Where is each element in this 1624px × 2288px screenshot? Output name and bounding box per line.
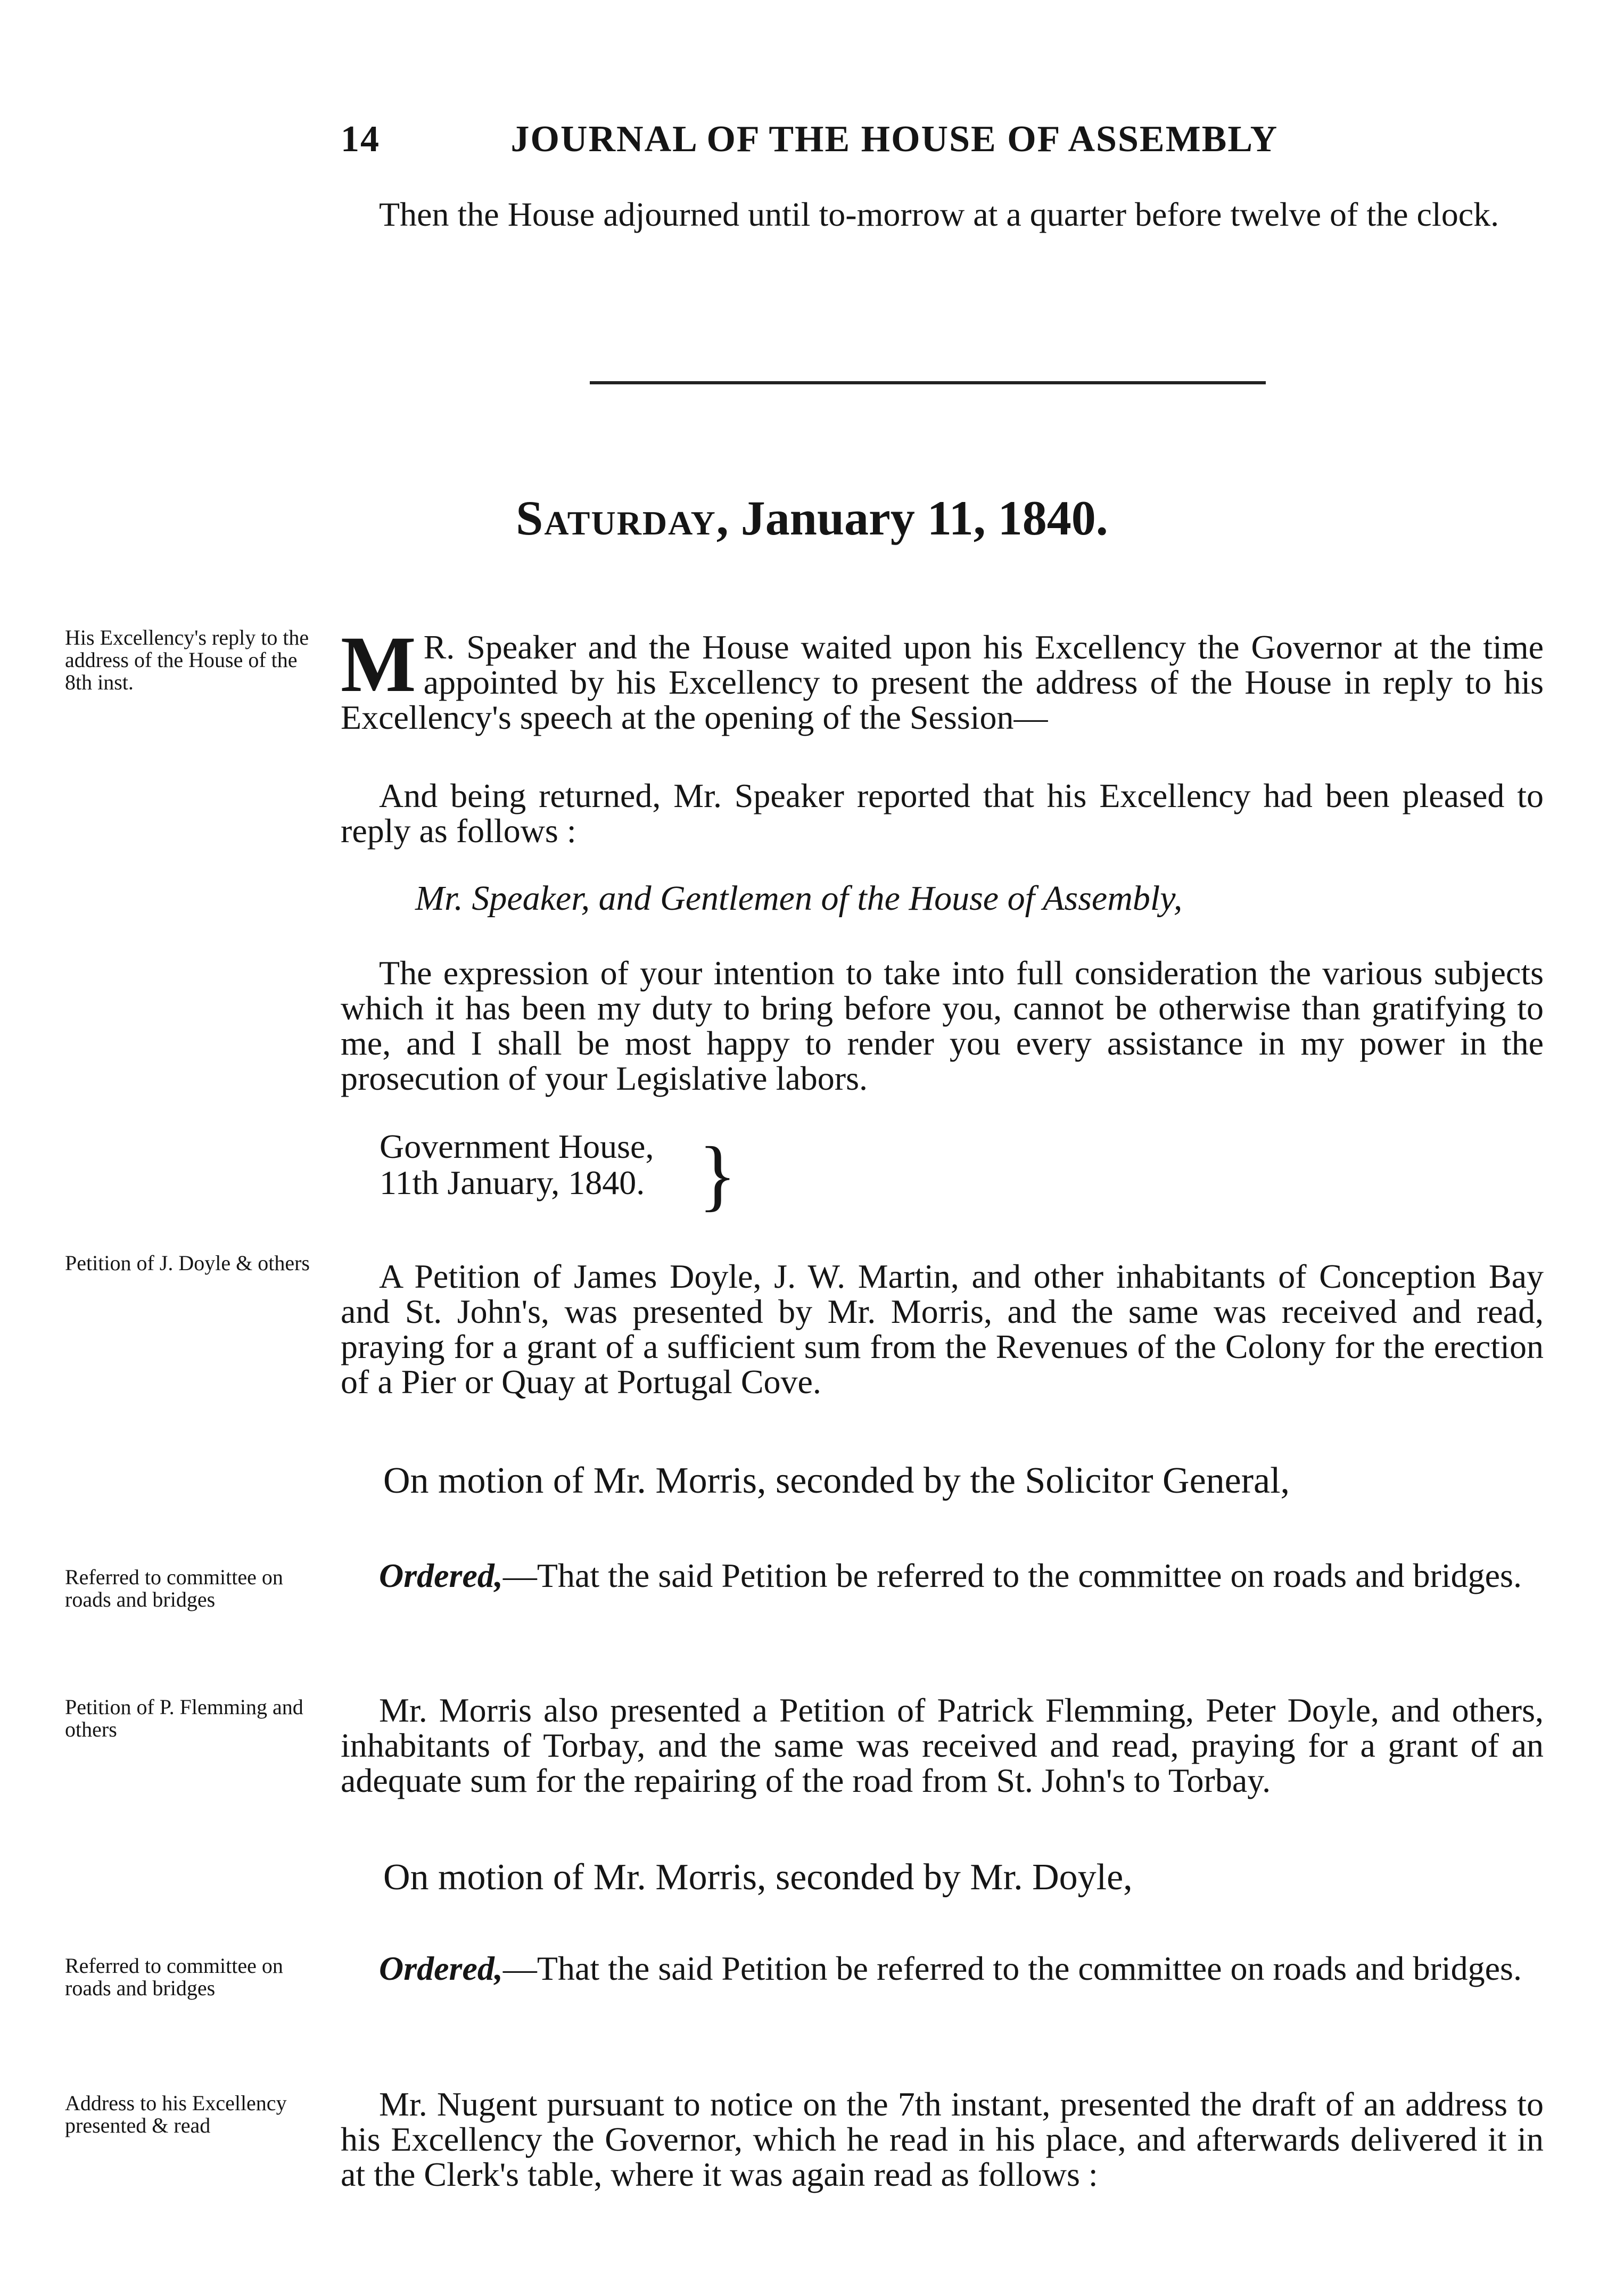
- page-number: 14: [341, 119, 380, 160]
- ordered-paragraph-1: [341, 1558, 1544, 1593]
- date-heading-day: Saturday: [516, 491, 716, 545]
- date-heading: [0, 490, 1624, 546]
- address-heading: Mr. Speaker, and Gentlemen of the House of Assembly,: [415, 879, 1183, 918]
- date-heading-date: , January 11, 1840.: [716, 491, 1108, 545]
- signature-place: Government House,: [380, 1127, 654, 1165]
- ordered-label: Ordered,: [379, 1557, 503, 1594]
- signature-date: 11th January, 1840.: [380, 1164, 645, 1201]
- marginal-note-referred-1: Referred to committee on roads and bridges: [65, 1565, 283, 1611]
- speaker-waited-paragraph: [341, 620, 1544, 736]
- being-returned-paragraph: And being returned, Mr. Speaker reported that his Excellency had been pleased to reply as follows :: [341, 777, 1544, 850]
- ordered-text: —That the said Petition be referred to the committee on roads and bridges.: [502, 1557, 1522, 1594]
- ordered-paragraph-2: [341, 1951, 1544, 1986]
- ordered-label: Ordered,: [379, 1949, 503, 1987]
- marginal-note-reply: His Excellency's reply to the address of the House of the 8th inst.: [65, 626, 309, 694]
- marginal-note-referred-2: Referred to committee on roads and bridges: [65, 1954, 283, 2000]
- motion-morris-doyle: On motion of Mr. Morris, seconded by Mr. Doyle,: [383, 1857, 1133, 1898]
- ordered-text: —That the said Petition be referred to the committee on roads and bridges.: [502, 1949, 1522, 1987]
- marginal-note-address: Address to his Excellency presented & read: [65, 2091, 287, 2137]
- drop-cap: M: [341, 620, 416, 709]
- journal-title: JOURNAL OF THE HOUSE OF ASSEMBLY: [510, 119, 1279, 160]
- doyle-petition-paragraph: A Petition of James Doyle, J. W. Martin, and other inhabitants of Conception Bay and St. John's, was presented by Mr. Morris, and the same was received and read, praying for a grant of a sufficient sum from the Revenues of the Colony for the erection of a Pier or Quay at Portugal Cove.: [341, 1257, 1544, 1401]
- nugent-address-paragraph: Mr. Nugent pursuant to notice on the 7th instant, presented the draft of an address to his Excellency the Governor, which he read in his place, and afterwards delivered it in at the Clerk's table, where it was again read as follows :: [341, 2085, 1544, 2193]
- running-head: [341, 118, 1405, 161]
- section-divider: [590, 381, 1266, 384]
- adjournment-paragraph: Then the House adjourned until to-morrow at a quarter before twelve of the clock.: [379, 195, 1499, 233]
- speaker-waited-text: R. Speaker and the House waited upon his Excellency the Governor at the time appointed by his Excellency to present the address of the House in reply to his Excellency's speech at the opening of the Session—: [341, 628, 1544, 736]
- flemming-petition-paragraph: Mr. Morris also presented a Petition of Patrick Flemming, Peter Doyle, and others, inhabitants of Torbay, and the same was received and read, praying for a grant of an adequate sum for the repairing of the road from St. John's to Torbay.: [341, 1691, 1544, 1799]
- signature-brace: }: [698, 1131, 737, 1219]
- reply-paragraph: The expression of your intention to take into full consideration the various subjects which it has been my duty to bring before you, cannot be otherwise than gratifying to me, and I shall be most happy to render you every assistance in my power in the prosecution of your Legislative labors.: [341, 954, 1544, 1097]
- marginal-note-flemming-petition: Petition of P. Flemming and others: [65, 1695, 303, 1741]
- motion-morris-solicitor: On motion of Mr. Morris, seconded by the Solicitor General,: [383, 1460, 1290, 1501]
- marginal-note-doyle-petition: Petition of J. Doyle & others: [65, 1251, 310, 1275]
